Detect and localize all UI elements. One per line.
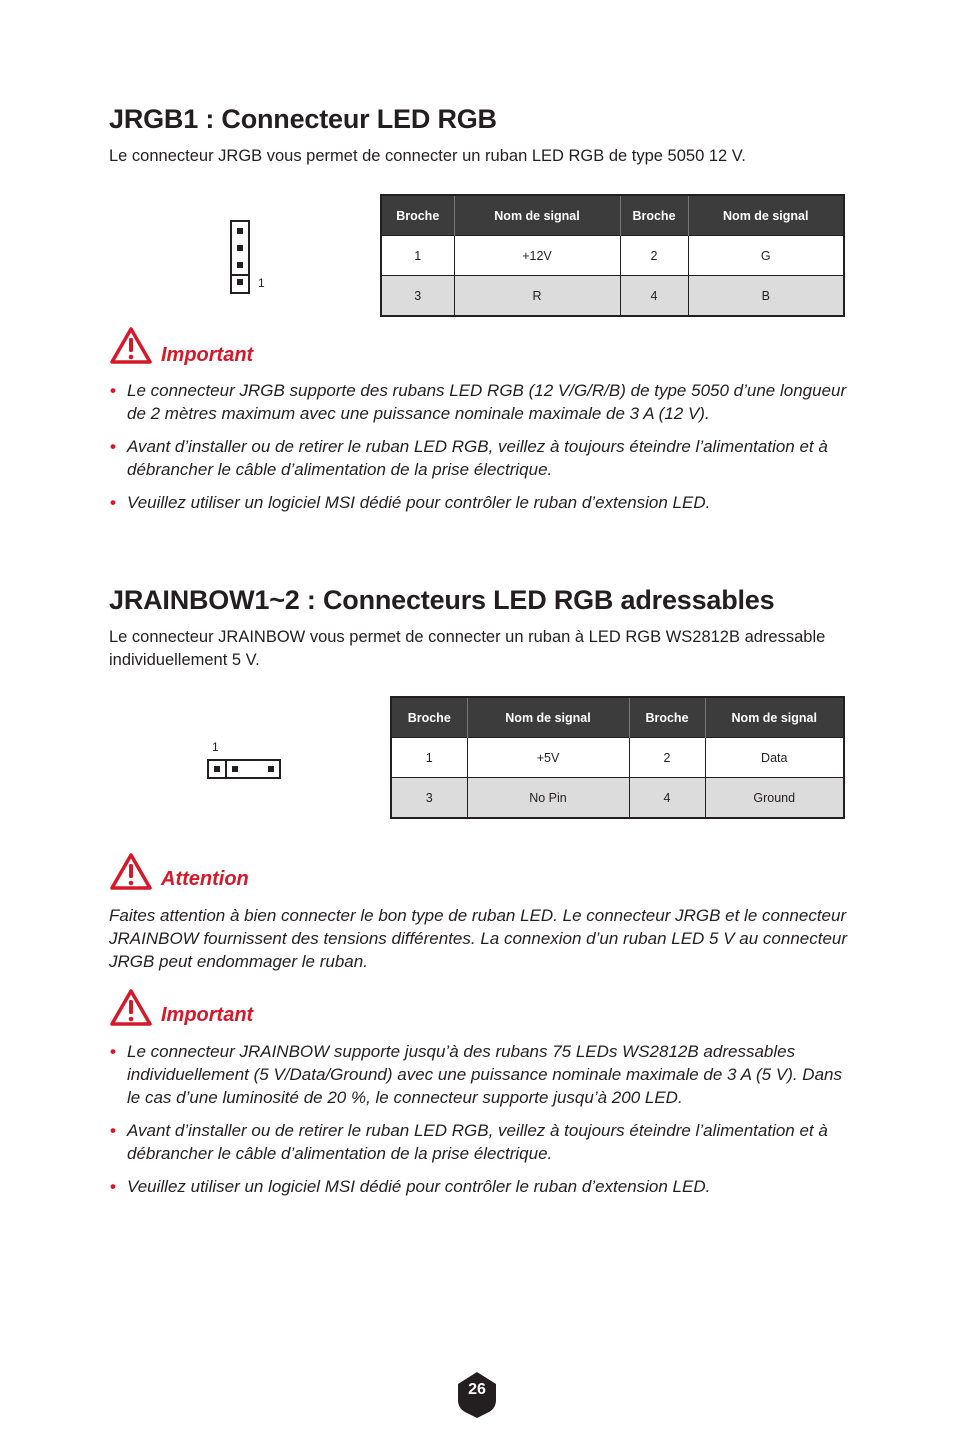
jrgb-pin1-label: 1 bbox=[258, 276, 265, 290]
header-broche: Broche bbox=[381, 195, 454, 236]
header-nom-de-signal: Nom de signal bbox=[454, 195, 620, 236]
page-number-badge bbox=[457, 1371, 497, 1424]
header-broche: Broche bbox=[391, 697, 467, 738]
table-cell: 3 bbox=[391, 778, 467, 819]
warning-exclamation-icon bbox=[109, 852, 153, 897]
table-cell: No Pin bbox=[467, 778, 629, 819]
table-row bbox=[381, 276, 844, 317]
section-description-jrgb1: Le connecteur JRGB vous permet de connecter un ruban LED RGB de type 5050 12 V. bbox=[109, 147, 746, 165]
warning-exclamation-icon bbox=[109, 326, 153, 371]
table-cell: B bbox=[688, 276, 844, 317]
important-list bbox=[110, 1040, 850, 1208]
list-item: • Veuillez utiliser un logiciel MSI dédié pour contrôler le ruban d’extension LED. bbox=[110, 1177, 711, 1196]
list-item: • Veuillez utiliser un logiciel MSI dédié pour contrôler le ruban d’extension LED. bbox=[110, 493, 711, 512]
jrgb-connector-diagram bbox=[230, 220, 250, 292]
table-header-row bbox=[381, 195, 844, 236]
jrainbow-pin-table bbox=[390, 696, 845, 819]
table-cell: R bbox=[454, 276, 620, 317]
section-title-jrgb1: JRGB1 : Connecteur LED RGB bbox=[109, 104, 497, 134]
header-nom-de-signal: Nom de signal bbox=[467, 697, 629, 738]
table-cell: +12V bbox=[454, 236, 620, 276]
table-cell: 2 bbox=[620, 236, 688, 276]
table-row bbox=[381, 236, 844, 276]
header-nom-de-signal: Nom de signal bbox=[705, 697, 844, 738]
important-list bbox=[110, 379, 850, 524]
table-cell: 1 bbox=[391, 738, 467, 778]
table-cell: 4 bbox=[629, 778, 705, 819]
jrainbow-pin1-label: 1 bbox=[212, 740, 219, 754]
jrgb-pin-table bbox=[380, 194, 845, 317]
header-broche: Broche bbox=[620, 195, 688, 236]
list-item: • Le connecteur JRGB supporte des rubans LED RGB (12 V/G/R/B) de type 5050 d’une longueur de 2 mètres maximum avec une puissance nominale maximale de 3 A (12 V). bbox=[110, 381, 847, 423]
important-title: Important bbox=[161, 1004, 254, 1026]
jrainbow-connector-diagram bbox=[207, 759, 281, 779]
table-cell: +5V bbox=[467, 738, 629, 778]
header-nom-de-signal: Nom de signal bbox=[688, 195, 844, 236]
table-cell: 2 bbox=[629, 738, 705, 778]
table-cell: 4 bbox=[620, 276, 688, 317]
list-item: • Avant d’installer ou de retirer le ruban LED RGB, veillez à toujours éteindre l’alimentation et à débrancher le câble d’alimentation de la prise électrique. bbox=[110, 1121, 828, 1163]
attention-title: Attention bbox=[161, 868, 249, 890]
table-row bbox=[391, 738, 844, 778]
attention-text: Faites attention à bien connecter le bon type de ruban LED. Le connecteur JRGB et le connecteur JRAINBOW fournissent des tensions différentes. La connexion d’un ruban LED 5 V au connecteur JRGB peut endommager le ruban. bbox=[109, 906, 848, 971]
section-description-jrainbow: Le connecteur JRAINBOW vous permet de connecter un ruban à LED RGB WS2812B adressable individuellement 5 V. bbox=[109, 628, 826, 669]
header-broche: Broche bbox=[629, 697, 705, 738]
table-cell: 3 bbox=[381, 276, 454, 317]
table-cell: Ground bbox=[705, 778, 844, 819]
page-number: 26 bbox=[468, 1381, 486, 1398]
table-cell: 1 bbox=[381, 236, 454, 276]
table-cell: G bbox=[688, 236, 844, 276]
warning-exclamation-icon bbox=[109, 988, 153, 1033]
table-cell: Data bbox=[705, 738, 844, 778]
table-header-row bbox=[391, 697, 844, 738]
section-title-jrainbow: JRAINBOW1~2 : Connecteurs LED RGB adressables bbox=[109, 585, 775, 615]
table-row bbox=[391, 778, 844, 819]
list-item: • Le connecteur JRAINBOW supporte jusqu’à des rubans 75 LEDs WS2812B adressables individuellement (5 V/Data/Ground) avec une puissance nominale maximale de 3 A (5 V). Dans le cas d’une luminosité de 20 %, le connecteur supporte jusqu’à 200 LED. bbox=[110, 1042, 842, 1107]
list-item: • Avant d’installer ou de retirer le ruban LED RGB, veillez à toujours éteindre l’alimentation et à débrancher le câble d’alimentation de la prise électrique. bbox=[110, 437, 828, 479]
important-title: Important bbox=[161, 344, 254, 366]
